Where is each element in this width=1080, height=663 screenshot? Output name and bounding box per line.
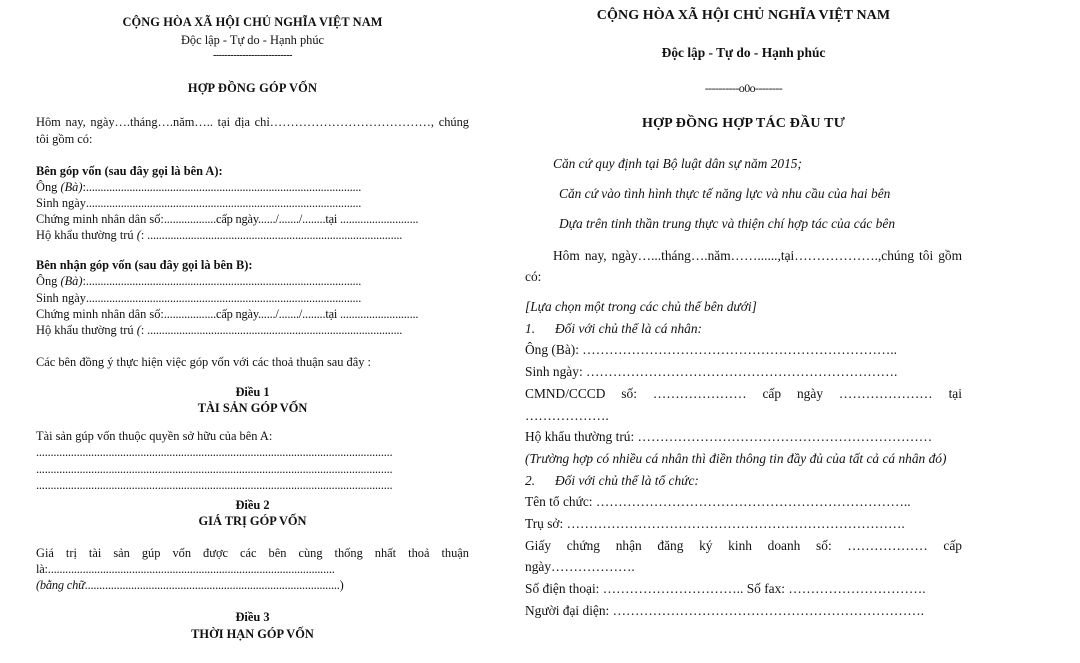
- wrap-label: ngày: [525, 559, 552, 575]
- individual-field-idcard-wrap: ……………….: [525, 407, 609, 423]
- license-part: doanh: [767, 537, 801, 553]
- license-part: chứng: [566, 537, 601, 553]
- field-dots: …………………………………………………………: [637, 429, 933, 445]
- left-separator: ---------------------------: [212, 50, 293, 62]
- field-dots: ..................cấp ngày....../......./........tại ...........................: [163, 212, 419, 226]
- article-1-title: TÀI SẢN GÓP VỐN: [197, 401, 308, 416]
- org-field-license-wrap: [525, 556, 962, 578]
- section-2-heading: [525, 470, 962, 492]
- article-2-words-line: [36, 577, 469, 593]
- party-b-field-id: [36, 306, 469, 322]
- field-dots: ………………………………………………………………….: [566, 516, 905, 532]
- field-tail: :: [140, 228, 145, 243]
- individual-field-birth: [525, 361, 962, 383]
- multiple-individuals-note: (Trường hợp có nhiều cá nhân thì điền thông tin đầy đủ của tất cả cá nhân đó): [525, 450, 947, 466]
- party-b-heading: Bên nhận góp vốn (sau đây gọi là bên B):: [36, 258, 253, 273]
- wrap-dots: ……………….: [551, 559, 635, 575]
- party-a-field-id: [36, 211, 469, 227]
- field-label: Ông: [36, 179, 61, 194]
- right-document-column: [515, 0, 1080, 663]
- article-2-value-line: [36, 561, 469, 577]
- field-label-italic: (: [136, 322, 141, 337]
- legal-basis-clause-3: Dựa trên tinh thần trung thực và thiện chí hợp tác của các bên: [559, 215, 896, 231]
- id-part: ngày: [796, 385, 824, 401]
- id-part: tại: [948, 385, 962, 401]
- party-a-field-name: [36, 179, 469, 195]
- field-label: Hộ khẩu thường trú:: [525, 429, 638, 445]
- id-part: …………………: [652, 385, 747, 401]
- section-1-number: 1.: [525, 320, 536, 336]
- org-field-license: [525, 535, 962, 557]
- individual-field-idcard: [525, 383, 962, 405]
- section-2-title: Đối với chủ thể là tổ chức:: [555, 472, 699, 488]
- party-b-field-birth: [36, 290, 469, 306]
- article-1-body: Tài sản gúp vốn thuộc quyền sở hữu của bên A:: [36, 429, 273, 444]
- org-field-name: [525, 491, 962, 513]
- field-dots: ........................................................................................: [144, 228, 403, 243]
- field-dots: …………………………………………………………….: [586, 364, 898, 380]
- party-b-field-residence: [36, 322, 469, 338]
- left-document-column: [0, 0, 505, 663]
- individual-field-residence: [525, 426, 962, 448]
- field-label-italic: (Bà): [60, 274, 83, 289]
- field-label: Ông: [36, 274, 61, 289]
- right-intro-paragraph: Hôm nay, ngày…...tháng….năm……......,tại……………….,chúng tôi gồm có:: [525, 247, 962, 285]
- field-label: Số điện thoại:: [525, 581, 603, 597]
- legal-basis-clause-2: Căn cứ vào tình hình thực tế năng lực và nhu cầu của hai bên: [559, 186, 891, 202]
- field-label: Ông (Bà):: [525, 342, 583, 358]
- field-label: Chứng minh nhân dân số:: [36, 212, 164, 226]
- party-a-heading: Bên góp vốn (sau đây gọi là bên A):: [36, 163, 223, 178]
- field-label: Sinh ngày: [36, 195, 86, 210]
- field-label: Hộ khẩu thường trú: [36, 322, 137, 337]
- license-part: ………………: [847, 537, 928, 553]
- party-a-field-birth: [36, 195, 469, 211]
- article-1-number: Điều 1: [235, 385, 270, 399]
- individual-field-name: [525, 339, 962, 361]
- words-prefix: (bằng chữ: [36, 578, 85, 593]
- field-dots: ...............................................................................................: [85, 179, 362, 194]
- field-dots: ...............................................................................................: [85, 195, 362, 210]
- field-label: Sinh ngày:: [525, 364, 587, 380]
- section-1-title: Đối với chủ thể là cá nhân:: [555, 320, 702, 336]
- field-dots: ……………………………………………………………..: [595, 494, 911, 510]
- value-label: là:: [36, 562, 48, 577]
- words-dots: ........................................................................................: [84, 578, 340, 593]
- left-agreement-line: Các bên đồng ý thực hiện việc góp vốn với các thoả thuận sau đây :: [36, 354, 371, 369]
- field-label-italic: (Bà): [60, 179, 83, 194]
- subject-choice-note: [Lựa chọn một trong các chủ thể bên dưới]: [525, 299, 757, 314]
- right-contract-title: HỢP ĐỒNG HỢP TÁC ĐẦU TƯ: [641, 115, 846, 131]
- field-tail: :: [82, 179, 86, 194]
- field-label: Chứng minh nhân dân số:: [36, 306, 164, 321]
- field-dots: ..................cấp ngày....../......./........tại ...........................: [163, 306, 419, 321]
- article-2-number: Điều 2: [235, 497, 270, 512]
- field-tail: :: [140, 322, 145, 337]
- field-dots: ...............................................................................................: [85, 274, 362, 289]
- party-a-field-residence: [36, 227, 469, 243]
- org-field-headquarters: [525, 513, 962, 535]
- license-part: nhận: [615, 537, 642, 553]
- field-label: Hộ khẩu thường trú: [36, 228, 137, 243]
- license-part: kinh: [728, 537, 752, 553]
- article-2-body: Giá trị tài sản gúp vốn được các bên cùng thống nhất thoả thuận: [36, 546, 470, 560]
- field-label: Sinh ngày: [36, 290, 86, 305]
- license-part: số:: [816, 537, 832, 553]
- article-1-blank-line: ...........................................................................................................................: [36, 477, 393, 492]
- section-2-number: 2.: [525, 472, 536, 488]
- field-dots: ...............................................................................................: [85, 290, 362, 305]
- value-dots: ...................................................................................................: [47, 562, 335, 577]
- article-1-blank-line: ...........................................................................................................................: [36, 461, 393, 476]
- license-part: đăng: [657, 537, 684, 553]
- id-part: số:: [621, 385, 637, 401]
- words-suffix: ): [339, 578, 344, 593]
- article-3-number: Điều 3: [235, 610, 270, 625]
- id-part: CMND/CCCD: [525, 385, 606, 401]
- license-part: Giấy: [525, 537, 552, 553]
- article-1-blank-line: ...........................................................................................................................: [36, 445, 393, 460]
- field-dots: ………………………….. Số fax: ………………………….: [602, 581, 926, 597]
- org-field-representative: [525, 600, 962, 622]
- article-3-title: THỜI HẠN GÓP VỐN: [191, 626, 314, 641]
- field-label: Trụ sở:: [525, 516, 567, 532]
- right-national-heading: CỘNG HÒA XÃ HỘI CHỦ NGHĨA VIỆT NAM: [596, 8, 891, 23]
- id-part: cấp: [762, 385, 782, 401]
- field-label: Người đại diện:: [525, 602, 613, 618]
- field-label: Tên tổ chức:: [525, 494, 596, 510]
- party-b-field-name: [36, 273, 469, 289]
- left-national-heading: CỘNG HÒA XÃ HỘI CHỦ NGHĨA VIỆT NAM: [122, 15, 383, 29]
- field-dots: …………………………………………………………….: [612, 602, 924, 618]
- license-part: ký: [699, 537, 713, 553]
- left-contract-title: HỢP ĐỒNG GÓP VỐN: [187, 81, 318, 96]
- field-dots: ……………………………………………………………..: [582, 342, 897, 358]
- legal-basis-clause-1: Căn cứ quy định tại Bộ luật dân sự năm 2015;: [553, 156, 802, 172]
- id-part: …………………: [838, 385, 933, 401]
- field-dots: ........................................................................................: [144, 322, 403, 337]
- right-motto: Độc lập - Tự do - Hạnh phúc: [661, 44, 826, 60]
- field-label-italic: (: [136, 228, 141, 243]
- field-tail: :: [82, 274, 86, 289]
- section-1-heading: [525, 318, 962, 340]
- org-field-phone-fax: [525, 578, 962, 600]
- article-2-title: GIÁ TRỊ GÓP VỐN: [198, 513, 307, 528]
- right-separator: ----------o0o--------: [704, 81, 783, 96]
- left-intro-paragraph: Hôm nay, ngày….tháng….năm….. tại địa chỉ…………………………………, chúng tôi gồm có:: [36, 115, 470, 146]
- left-motto: Độc lập - Tự do - Hạnh phúc: [180, 33, 325, 48]
- license-part: cấp: [943, 537, 962, 553]
